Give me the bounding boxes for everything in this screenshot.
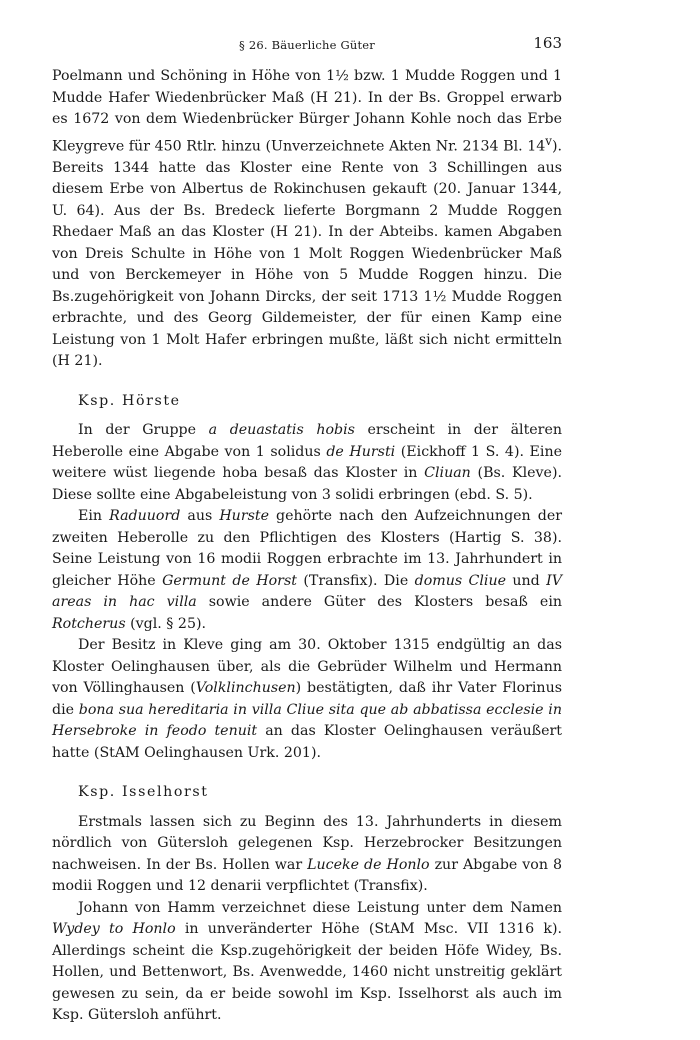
paragraph-3: Ein Raduuord aus Hurste gehörte nach den Aufzeichnungen der zweiten Heberolle zu den Pflichtigen des Klosters (Hartig S. 38). Seine Leistung von 16 modii Roggen erbrachte im 13. Jahrhundert in gleicher Höhe Germunt de Horst (Transfix). Die domus Cliue und IV areas in hac villa sowie andere Güter des Klosters besaß ein Rotcherus (vgl. § 25).	[52, 508, 562, 632]
page-header	[52, 34, 562, 58]
superscript-verso: v	[545, 133, 552, 148]
paragraph-4: Der Besitz in Kleve ging am 30. Oktober 1315 endgültig an das Kloster Oelinghausen über, als die Gebrüder Wilhelm und Hermann von Völlinghausen (Volklinchusen) bestätigten, daß ihr Vater Florinus die bona sua hereditaria in villa Cliue sita que ab abbatissa ecclesie in Hersebroke in feodo tenuit an das Kloster Oelinghausen veräußert hatte (StAM Oelinghausen Urk. 201).	[52, 637, 562, 761]
section-heading-hoerste: Ksp. Hörste	[78, 392, 181, 409]
paragraph-1: Poelmann und Schöning in Höhe von 1½ bzw. 1 Mudde Roggen und 1 Mudde Hafer Wiedenbrücker Maß (H 21). In der Bs. Groppel erwarb es 1672 von dem Wiedenbrücker Bürger Johann Kohle noch das Erbe Kleygreve für 450 Rtlr. hinzu (Unverzeichnete Akten Nr. 2134 Bl. 14$^v$). Bereits 1344 hatte das Kloster eine Rente von 3 Schillingen aus diesem Erbe von Albertus de Rokinchusen gekauft (20. Januar 1344, U. 64). Aus der Bs. Bredeck lieferte Borgmann 2 Mudde Roggen Rhedaer Maß an das Kloster (H 21). In der Abteibs. kamen Abgaben von Dreis Schulte in Höhe von 1 Molt Roggen Wiedenbrücker Maß und von Berckemeyer in Höhe von 5 Mudde Roggen hinzu. Die Bs.zugehörigkeit von Johann Dircks, der seit 1713 1½ Mudde Roggen erbrachte, und des Georg Gildemeister, der für einen Kamp eine Leistung von 1 Molt Hafer erbringen mußte, läßt sich nicht ermitteln (H 21).	[52, 68, 562, 370]
paragraph-2: In der Gruppe a deuastatis hobis erscheint in der älteren Heberolle eine Abgabe von 1 solidus de Hursti (Eickhoff 1 S. 4). Eine weitere wüst liegende hoba besaß das Kloster in Cliuan (Bs. Kleve). Diese sollte eine Abgabeleistung von 3 solidi erbringen (ebd. S. 5).	[52, 422, 562, 503]
book-page	[52, 34, 562, 1027]
running-head: § 26. Bäuerliche Güter	[239, 38, 375, 52]
section-heading-isselhorst: Ksp. Isselhorst	[78, 784, 209, 801]
paragraph-6: Johann von Hamm verzeichnet diese Leistung unter dem Namen Wydey to Honlo in unveränderter Höhe (StAM Msc. VII 1316 k). Allerdings scheint die Ksp.zugehörigkeit der beiden Höfe Widey, Bs. Hollen, und Bettenwort, Bs. Avenwedde, 1460 nicht unstreitig geklärt gewesen zu sein, da er beide sowohl im Ksp. Isselhorst als auch im Ksp. Gütersloh anführt.	[52, 899, 562, 1024]
paragraph-5: Erstmals lassen sich zu Beginn des 13. Jahrhunderts in diesem nördlich von Gütersloh gelegenen Ksp. Herzebrocker Besitzungen nachweisen. In der Bs. Hollen war Luceke de Honlo zur Abgabe von 8 modii Roggen und 12 denarii verpflichtet (Transfix).	[52, 813, 562, 895]
page-number: 163	[533, 34, 562, 52]
